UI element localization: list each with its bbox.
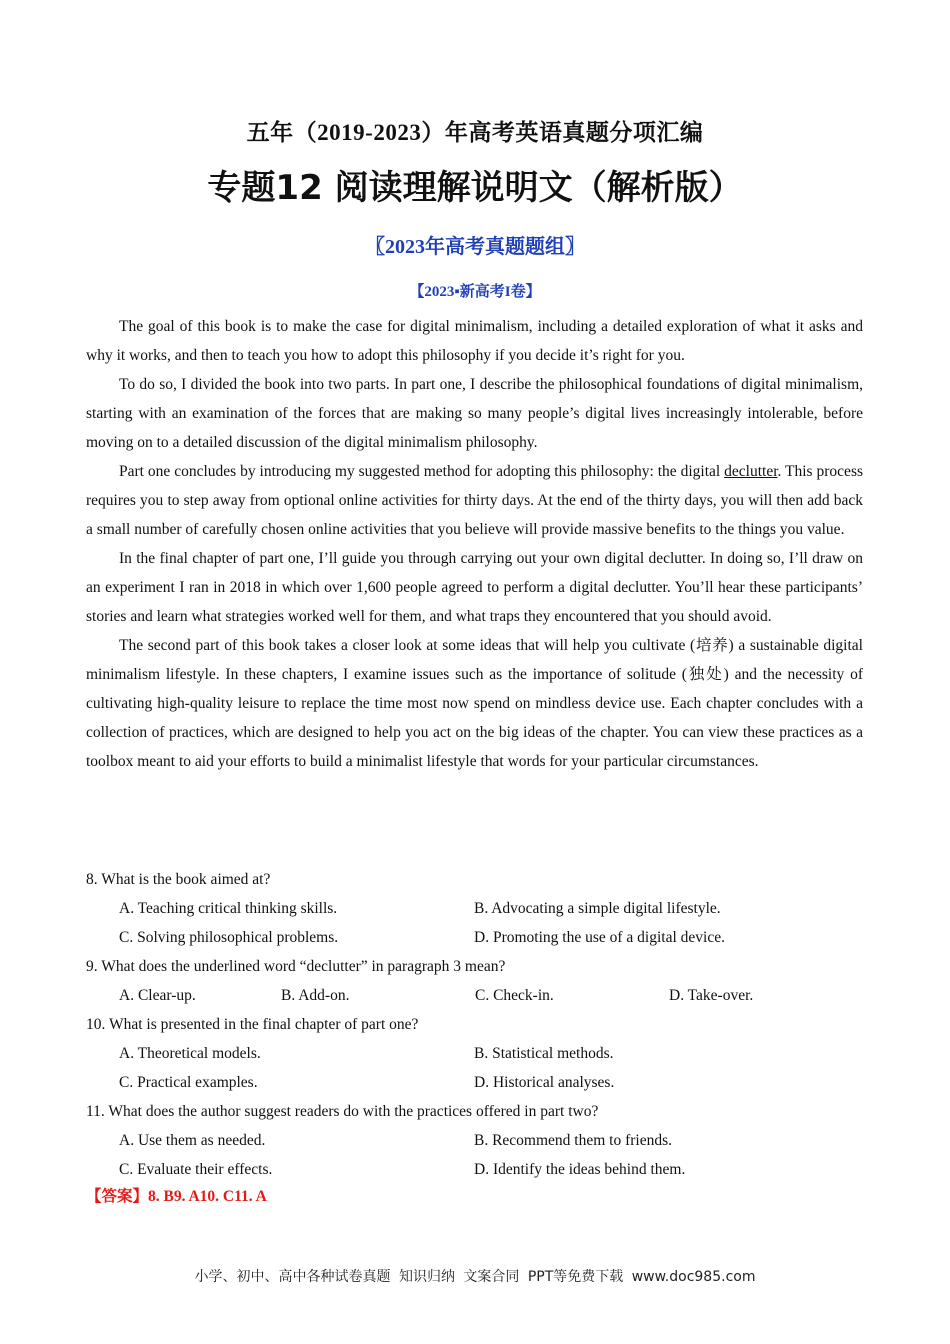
option-a: A. Teaching critical thinking skills. — [119, 900, 338, 917]
topic-title: 专题12 阅读理解说明文（解析版） — [207, 168, 743, 208]
question-stem: 10. What is presented in the final chapter of part one? — [86, 1016, 419, 1033]
question-9 — [86, 952, 863, 1010]
option-b: B. Recommend them to friends. — [474, 1132, 673, 1149]
options-row — [86, 894, 863, 923]
question-stem: 9. What does the underlined word “declutter” in paragraph 3 mean? — [86, 958, 506, 975]
question-8 — [86, 865, 863, 952]
question-stem: 11. What does the author suggest readers do with the practices offered in part two? — [86, 1103, 599, 1120]
options-row — [86, 1068, 863, 1097]
options-row — [86, 1126, 863, 1155]
option-c: C. Check-in. — [475, 987, 554, 1004]
passage-paragraph-5: The second part of this book takes a closer look at some ideas that will help you cultivate (培养) a sustainable digital minimalism lifestyle. In these chapters, I examine issues such as the importance of solitude (独处) and the necessity of cultivating high-quality leisure to replace the time most now spend on mindless device use. Each chapter concludes with a collection of practices, which are designed to help you act on the big ideas of the chapter. You can view these practices as a toolbox meant to aid your efforts to build a minimalist lifestyle that words for your particular circumstances. — [86, 637, 863, 770]
options-row — [86, 1155, 863, 1184]
reading-passage — [86, 312, 863, 776]
option-b: B. Statistical methods. — [474, 1045, 614, 1062]
question-11 — [86, 1097, 863, 1184]
paragraph-text: Part one concludes by introducing my suggested method for adopting this philosophy: the digital — [119, 463, 725, 480]
options-row — [86, 981, 863, 1010]
question-10 — [86, 1010, 863, 1097]
option-d: D. Historical analyses. — [474, 1074, 615, 1091]
passage-paragraph-3 — [86, 457, 863, 544]
question-list — [86, 865, 863, 1184]
footer-note: 小学、初中、高中各种试卷真题 知识归纳 文案合同 PPT等免费下载 www.doc985.com — [194, 1269, 756, 1285]
option-b: B. Add-on. — [281, 987, 350, 1004]
option-a: A. Use them as needed. — [119, 1132, 266, 1149]
passage-paragraph-2: To do so, I divided the book into two parts. In part one, I describe the philosophical foundations of digital minimalism, starting with an examination of the forces that are making so many people’s digital lives increasingly intolerable, before moving on to a detailed discussion of the digital minimalism philosophy. — [86, 376, 863, 451]
document-title: 五年（2019-2023）年高考英语真题分项汇编 — [246, 120, 704, 145]
option-c: C. Solving philosophical problems. — [119, 929, 339, 946]
option-d: D. Promoting the use of a digital device. — [474, 929, 725, 946]
option-d: D. Identify the ideas behind them. — [474, 1161, 686, 1178]
underlined-word: declutter — [724, 463, 778, 480]
option-a: A. Clear-up. — [119, 987, 196, 1004]
paragraph-text: . This process requires you to step away from optional online activities for thirty days. At the end of the thirty days, you will then add back a small number of carefully chosen online activities that you believe will provide massive benefits to the things you value. — [86, 463, 864, 538]
option-a: A. Theoretical models. — [119, 1045, 261, 1062]
passage-paragraph-1: The goal of this book is to make the case for digital minimalism, including a detailed exploration of what it asks and why it works, and then to teach you how to adopt this philosophy if you decide it’s right for you. — [86, 318, 863, 364]
options-row — [86, 1039, 863, 1068]
answer-key: 【答案】8. B9. A10. C11. A — [86, 1188, 267, 1205]
question-stem: 8. What is the book aimed at? — [86, 871, 271, 888]
options-row — [86, 923, 863, 952]
option-c: C. Practical examples. — [119, 1074, 258, 1091]
exam-source-label: 【2023▪新高考I卷】 — [409, 284, 541, 300]
question-group-title: 〖2023年高考真题题组〗 — [365, 236, 585, 258]
option-b: B. Advocating a simple digital lifestyle. — [474, 900, 721, 917]
passage-paragraph-4: In the final chapter of part one, I’ll guide you through carrying out your own digital declutter. In doing so, I’ll draw on an experiment I ran in 2018 in which over 1,600 people agreed to perform a digital declutter. You’ll hear these participants’ stories and learn what strategies worked well for them, and what traps they encountered that you should avoid. — [86, 550, 863, 625]
option-d: D. Take-over. — [669, 987, 754, 1004]
option-c: C. Evaluate their effects. — [119, 1161, 273, 1178]
